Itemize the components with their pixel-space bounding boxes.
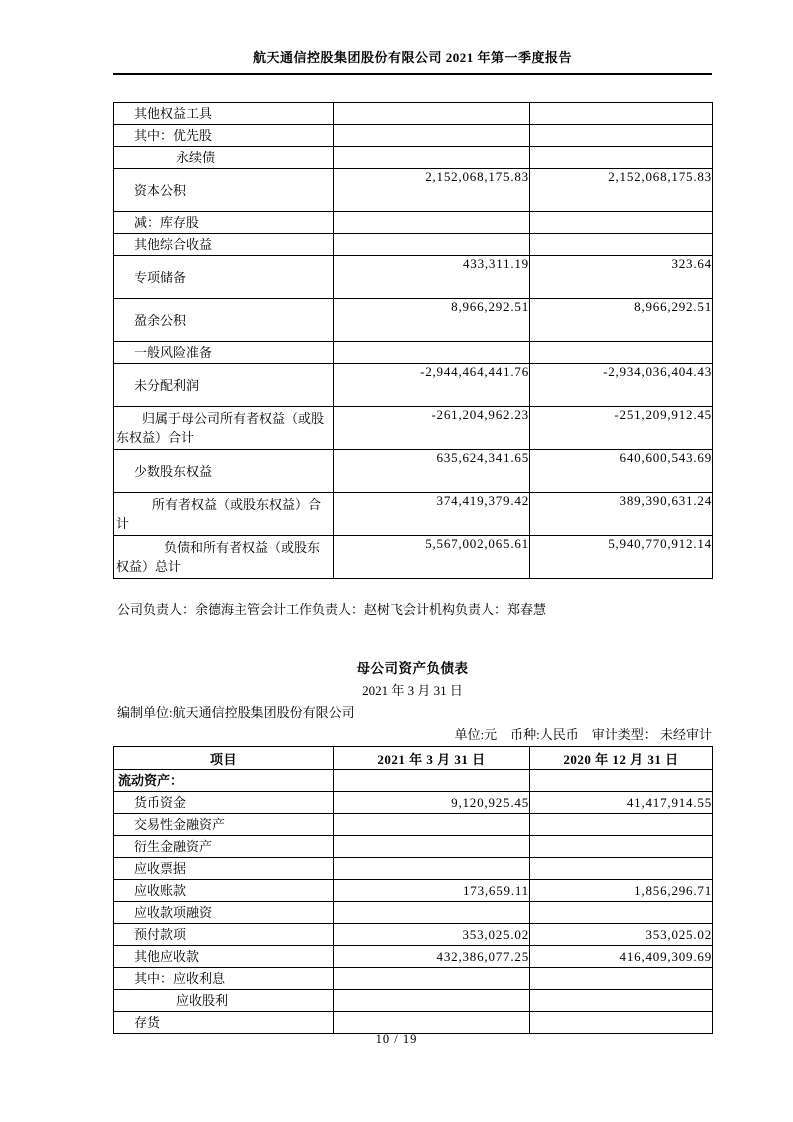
value-prior-period: -251,209,912.45 (530, 407, 713, 450)
column-header-current-date: 2021 年 3 月 31 日 (334, 747, 530, 770)
item-label: 所有者权益（或股东权益）合计 (116, 497, 322, 531)
page-content (113, 0, 712, 1034)
value-current-period: 8,966,292.51 (334, 299, 530, 342)
item-label-cell (114, 858, 334, 880)
item-label: 负债和所有者权益（或股东权益）总计 (116, 540, 321, 574)
item-label: 归属于母公司所有者权益（或股东权益）合计 (116, 411, 325, 445)
item-label-cell (114, 990, 334, 1012)
item-label-cell (114, 169, 334, 212)
table-row (114, 770, 713, 792)
value-current-period (334, 125, 530, 147)
item-label-cell (114, 103, 334, 125)
value-prior-period (530, 103, 713, 125)
item-label-cell (114, 212, 334, 234)
value-prior-period: 8,966,292.51 (530, 299, 713, 342)
statement-title: 母公司资产负债表 (356, 661, 469, 676)
table-row (114, 1012, 713, 1034)
item-label-cell (114, 902, 334, 924)
table-row (114, 407, 713, 450)
table-row (114, 946, 713, 968)
table-row (114, 536, 713, 579)
item-label-cell (114, 342, 334, 364)
item-label-cell (114, 407, 334, 450)
item-label: 应收股利 (176, 993, 229, 1008)
value-current-period (334, 1012, 530, 1034)
column-header-item: 项目 (114, 747, 334, 770)
table-row (114, 792, 713, 814)
value-prior-period (530, 770, 713, 792)
value-prior-period: 5,940,770,912.14 (530, 536, 713, 579)
value-current-period: 635,624,341.65 (334, 450, 530, 493)
item-label: 永续债 (176, 150, 216, 165)
prepared-by-line: 编制单位:航天通信控股集团股份有限公司 (117, 705, 355, 720)
item-label: 其中：优先股 (134, 128, 213, 143)
parent-balance-sheet-body (114, 770, 713, 1034)
item-label: 流动资产： (118, 773, 184, 788)
value-current-period: 9,120,925.45 (334, 792, 530, 814)
item-label: 衍生金融资产 (134, 839, 213, 854)
value-current-period (334, 814, 530, 836)
table-row (114, 814, 713, 836)
value-current-period (334, 770, 530, 792)
table-row (114, 990, 713, 1012)
column-header-prior-date: 2020 年 12 月 31 日 (530, 747, 713, 770)
value-current-period (334, 147, 530, 169)
value-current-period: -2,944,464,441.76 (334, 364, 530, 407)
item-label-cell (114, 770, 334, 792)
table-row (114, 924, 713, 946)
table-row (114, 493, 713, 536)
table-row (114, 103, 713, 125)
item-label-cell (114, 125, 334, 147)
value-current-period (334, 342, 530, 364)
value-current-period: 5,567,002,065.61 (334, 536, 530, 579)
item-label-cell (114, 256, 334, 299)
table-row (114, 902, 713, 924)
item-label: 专项储备 (134, 269, 187, 285)
table-row (114, 836, 713, 858)
table-row (114, 858, 713, 880)
item-label: 货币资金 (134, 795, 187, 810)
item-label: 存货 (134, 1015, 161, 1030)
item-label: 减：库存股 (134, 215, 200, 230)
value-prior-period (530, 342, 713, 364)
value-current-period: -261,204,962.23 (334, 407, 530, 450)
item-label-cell (114, 968, 334, 990)
value-prior-period (530, 814, 713, 836)
item-label-cell (114, 836, 334, 858)
value-current-period: 353,025.02 (334, 924, 530, 946)
item-label: 应收票据 (134, 861, 187, 876)
value-prior-period: 323.64 (530, 256, 713, 299)
report-title: 航天通信控股集团股份有限公司 2021 年第一季度报告 (252, 50, 572, 65)
value-current-period (334, 990, 530, 1012)
item-label: 一般风险准备 (134, 345, 213, 360)
item-label: 其他权益工具 (134, 106, 213, 121)
value-prior-period (530, 990, 713, 1012)
unit-currency-audit-line: 单位:元 币种:人民币 审计类型： 未经审计 (454, 727, 712, 742)
item-label: 应收款项融资 (134, 905, 213, 920)
value-current-period (334, 836, 530, 858)
item-label-cell (114, 924, 334, 946)
item-label: 其他综合收益 (134, 237, 213, 252)
table-row (114, 450, 713, 493)
value-prior-period (530, 125, 713, 147)
value-current-period (334, 968, 530, 990)
value-prior-period (530, 147, 713, 169)
value-prior-period (530, 968, 713, 990)
value-prior-period: 2,152,068,175.83 (530, 169, 713, 212)
item-label-cell (114, 536, 334, 579)
value-prior-period (530, 1012, 713, 1034)
value-current-period: 432,386,077.25 (334, 946, 530, 968)
value-prior-period (530, 902, 713, 924)
value-prior-period: 1,856,296.71 (530, 880, 713, 902)
value-prior-period: 640,600,543.69 (530, 450, 713, 493)
item-label-cell (114, 946, 334, 968)
value-prior-period (530, 212, 713, 234)
item-label-cell (114, 493, 334, 536)
value-current-period (334, 103, 530, 125)
value-current-period: 173,659.11 (334, 880, 530, 902)
item-label: 应收账款 (134, 883, 187, 898)
table-row (114, 968, 713, 990)
value-prior-period: 389,390,631.24 (530, 493, 713, 536)
table-header-row (114, 747, 713, 770)
item-label: 其中：应收利息 (134, 971, 226, 986)
item-label-cell (114, 880, 334, 902)
value-prior-period: -2,934,036,404.43 (530, 364, 713, 407)
item-label-cell (114, 792, 334, 814)
parent-balance-sheet-table (113, 746, 713, 1034)
item-label-cell (114, 299, 334, 342)
item-label: 盈余公积 (134, 312, 187, 328)
value-prior-period (530, 858, 713, 880)
table-row (114, 256, 713, 299)
value-current-period (334, 212, 530, 234)
item-label: 资本公积 (134, 182, 187, 198)
item-label-cell (114, 450, 334, 493)
statement-date: 2021 年 3 月 31 日 (362, 683, 463, 698)
value-prior-period (530, 836, 713, 858)
item-label: 未分配利润 (134, 377, 200, 393)
equity-section-table (113, 102, 713, 579)
value-current-period: 433,311.19 (334, 256, 530, 299)
table-row (114, 364, 713, 407)
table-row (114, 234, 713, 256)
table-row (114, 169, 713, 212)
value-prior-period: 416,409,309.69 (530, 946, 713, 968)
equity-table-body (114, 103, 713, 579)
item-label: 预付款项 (134, 927, 187, 942)
item-label: 其他应收款 (134, 949, 200, 964)
value-current-period: 2,152,068,175.83 (334, 169, 530, 212)
signatories-line: 公司负责人：余德海主管会计工作负责人：赵树飞会计机构负责人：郑春慧 (117, 602, 547, 617)
table-row (114, 342, 713, 364)
table-row (114, 212, 713, 234)
item-label-cell (114, 364, 334, 407)
page-number: 10 / 19 (375, 1032, 418, 1046)
item-label-cell (114, 147, 334, 169)
table-row (114, 880, 713, 902)
table-row (114, 125, 713, 147)
item-label-cell (114, 814, 334, 836)
value-current-period (334, 902, 530, 924)
table-row (114, 147, 713, 169)
value-current-period: 374,419,379.42 (334, 493, 530, 536)
table-row (114, 299, 713, 342)
item-label: 交易性金融资产 (134, 817, 226, 832)
value-prior-period (530, 234, 713, 256)
item-label: 少数股东权益 (134, 463, 213, 479)
item-label-cell (114, 234, 334, 256)
value-current-period (334, 234, 530, 256)
document-header (113, 0, 712, 75)
value-current-period (334, 858, 530, 880)
item-label-cell (114, 1012, 334, 1034)
value-prior-period: 353,025.02 (530, 924, 713, 946)
value-prior-period: 41,417,914.55 (530, 792, 713, 814)
